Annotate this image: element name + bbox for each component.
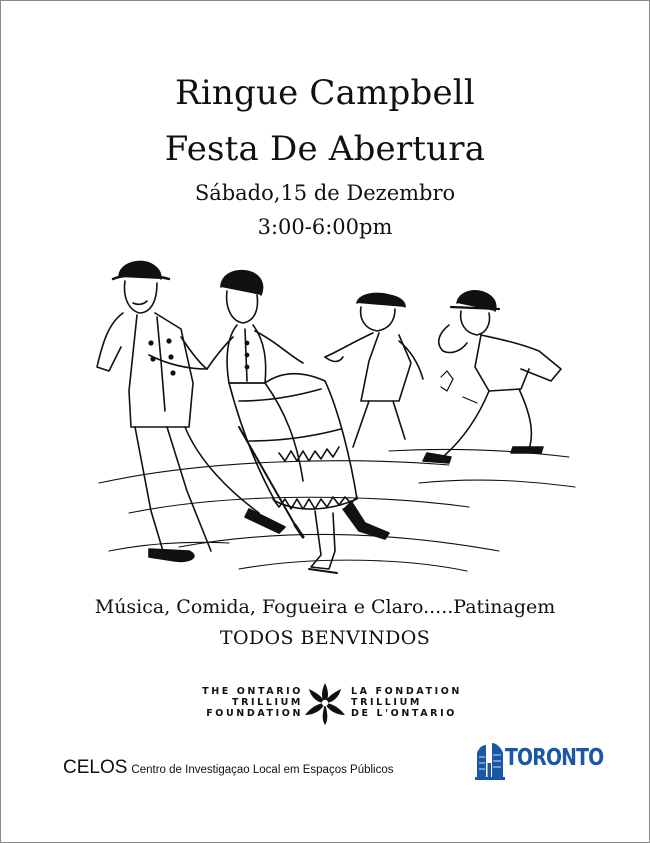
title-line-1: Ringue Campbell bbox=[175, 73, 475, 113]
toronto-city-hall-icon bbox=[475, 741, 505, 781]
welcome-text: TODOS BENVINDOS bbox=[219, 627, 431, 649]
trillium-french-line: DE L'ONTARIO bbox=[351, 708, 457, 719]
skaters-illustration bbox=[89, 251, 579, 589]
celos-full-name: Centro de Investigaçao Local em Espaços Públicos bbox=[131, 764, 394, 776]
trillium-french-line: TRILLIUM bbox=[351, 697, 422, 708]
trillium-flower-icon bbox=[299, 679, 351, 727]
celos-credit bbox=[63, 757, 394, 779]
skater-man-right bbox=[423, 291, 561, 463]
trillium-french-line: LA FONDATION bbox=[351, 686, 462, 697]
trillium-english-name bbox=[173, 686, 303, 719]
title-line-2: Festa De Abertura bbox=[164, 129, 486, 169]
celos-acronym: CELOS bbox=[63, 757, 128, 778]
trillium-french-name bbox=[351, 686, 481, 719]
event-tagline: Música, Comida, Fogueira e Claro.....Patinagem bbox=[94, 596, 556, 618]
toronto-logo bbox=[475, 739, 604, 783]
trillium-foundation-logo bbox=[173, 679, 479, 731]
event-time: 3:00-6:00pm bbox=[257, 215, 393, 239]
toronto-wordmark: TORONTO bbox=[505, 745, 604, 771]
trillium-english-line: THE ONTARIO bbox=[202, 686, 303, 697]
trillium-english-line: TRILLIUM bbox=[232, 697, 303, 708]
trillium-english-line: FOUNDATION bbox=[206, 708, 303, 719]
event-date: Sábado,15 de Dezembro bbox=[194, 181, 456, 205]
